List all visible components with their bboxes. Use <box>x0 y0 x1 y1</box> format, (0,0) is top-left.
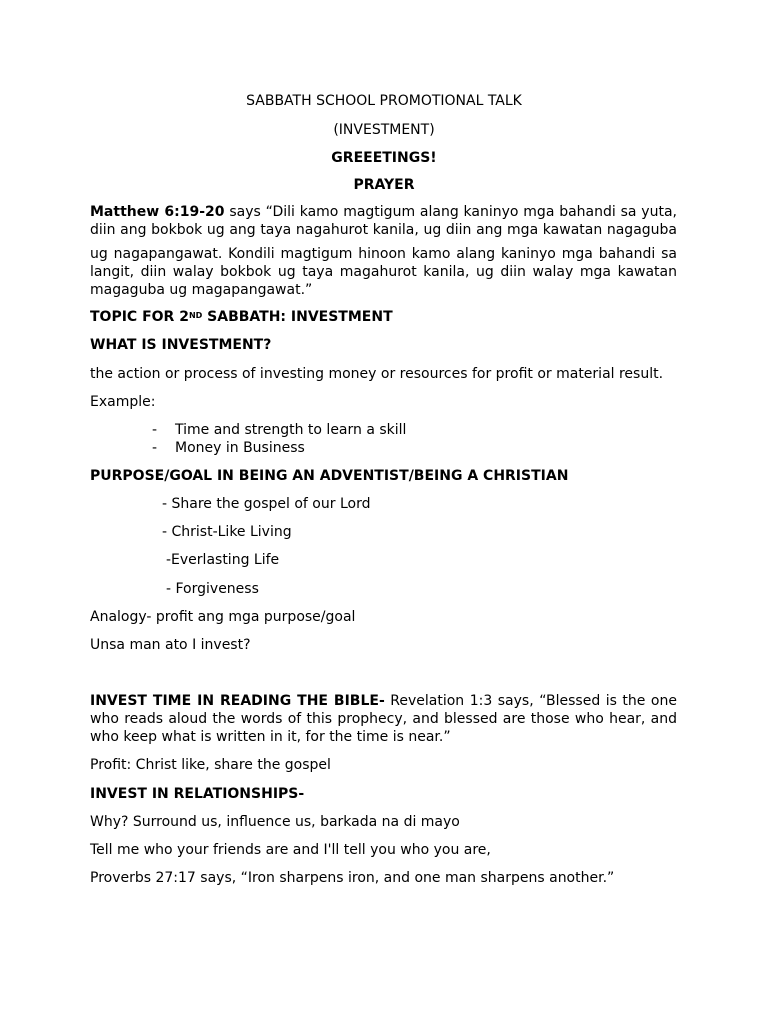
verse-text-1: says “Dili kamo magtigum alang kaninyo mga bahandi sa yuta, <box>224 204 677 220</box>
bible-text-1: Revelation 1:3 says, “Blessed is the one <box>384 693 677 709</box>
purpose-item: - Share the gospel of our Lord <box>162 496 371 512</box>
purpose-item: -Everlasting Life <box>166 552 280 568</box>
purpose-heading-line <box>90 467 677 485</box>
verse-line-3: ug nagapangawat. Kondili magtigum hinoon kamo alang kaninyo mga bahandi sa <box>90 246 677 262</box>
verse-line-1 <box>90 203 677 221</box>
topic-prefix: TOPIC FOR 2 <box>90 309 189 325</box>
what-heading: WHAT IS INVESTMENT? <box>90 337 272 353</box>
purpose-heading: PURPOSE/GOAL IN BEING AN ADVENTIST/BEING A CHRISTIAN <box>90 468 569 484</box>
purpose-item: - Christ-Like Living <box>162 524 292 540</box>
prayer-line <box>0 176 768 194</box>
relationships-heading: INVEST IN RELATIONSHIPS- <box>90 786 305 802</box>
prayer: PRAYER <box>353 177 415 193</box>
why-line: Why? Surround us, influence us, barkada na di mayo <box>90 814 460 830</box>
verse-line-4: langit, diin walay bokbok ug taya magahurot kanila, ug diin walay mga kawatan <box>90 264 677 280</box>
greeting-line <box>0 149 768 167</box>
example-label: Example: <box>90 394 156 410</box>
doc-subtitle: (INVESTMENT) <box>333 122 435 138</box>
topic-suffix: SABBATH: INVESTMENT <box>202 309 393 325</box>
relationships-heading-line <box>90 785 677 803</box>
list-item: Money in Business <box>175 440 305 456</box>
bible-line-2: who reads aloud the words of this prophecy, and blessed are those who hear, and <box>90 711 677 727</box>
bible-line-3: who keep what is written in it, for the time is near.” <box>90 729 451 745</box>
bible-heading: INVEST TIME IN READING THE BIBLE- <box>90 693 385 709</box>
analogy: Analogy- profit ang mga purpose/goal <box>90 609 356 625</box>
proverb-line: Proverbs 27:17 says, “Iron sharpens iron, and one man sharpens another.” <box>90 870 615 886</box>
what-heading-line <box>90 336 677 354</box>
verse-line-2: diin ang bokbok ug ang taya nagahurot kanila, ug diin ang mga kawatan nagaguba <box>90 222 677 238</box>
greeting: GREEETINGS! <box>331 150 437 166</box>
list-bullet: - <box>152 422 158 438</box>
verse-ref: Matthew 6:19-20 <box>90 204 225 220</box>
friends-line: Tell me who your friends are and I'll tell you who you are, <box>90 842 491 858</box>
topic-ordinal: ND <box>188 311 203 320</box>
question: Unsa man ato I invest? <box>90 637 251 653</box>
profit: Profit: Christ like, share the gospel <box>90 757 331 773</box>
list-bullet: - <box>152 440 158 456</box>
definition: the action or process of investing money or resources for profit or material result. <box>90 366 664 382</box>
purpose-item: - Forgiveness <box>166 581 259 597</box>
doc-title: SABBATH SCHOOL PROMOTIONAL TALK <box>246 93 522 109</box>
verse-line-5: magaguba ug magapangawat.” <box>90 282 313 298</box>
topic-heading <box>90 308 677 326</box>
list-item: Time and strength to learn a skill <box>175 422 407 438</box>
bible-line-1 <box>90 692 677 710</box>
